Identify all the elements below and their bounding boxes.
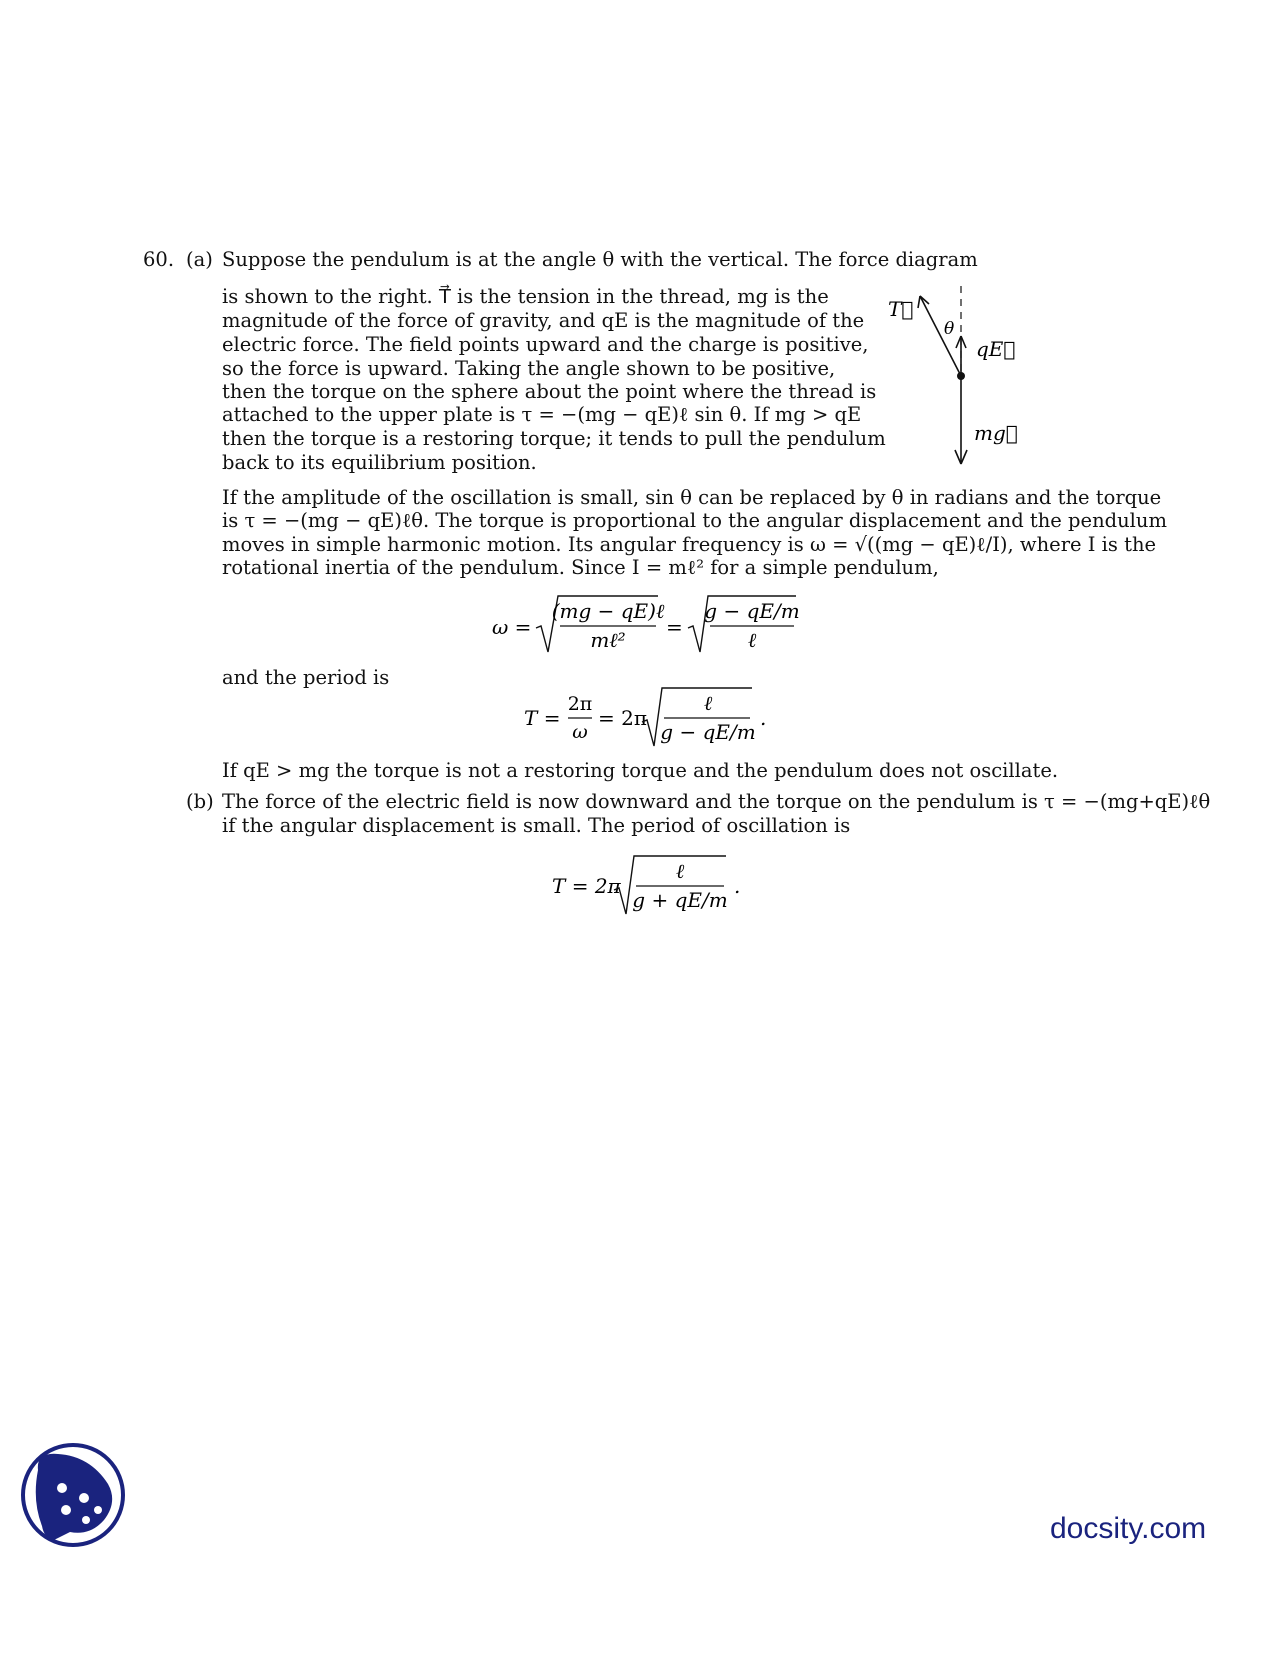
period-numerator: ℓ — [703, 691, 713, 715]
omega-numerator-2: g − qE/m — [704, 599, 800, 623]
problem-number: 60. — [143, 248, 175, 271]
paragraph-line: then the torque is a restoring torque; it tends to pull the pendulum — [222, 427, 886, 450]
equals-sign: = — [666, 615, 683, 639]
paragraph-line: back to its equilibrium position. — [222, 451, 537, 474]
period-b-end: . — [734, 874, 741, 898]
paragraph-line: magnitude of the force of gravity, and qE is the magnitude of the — [222, 309, 865, 332]
period-frac-num: 2π — [567, 693, 593, 715]
period-equation-b — [548, 852, 758, 920]
part-a-label: (a) — [186, 248, 213, 271]
paragraph-line: electric force. The field points upward and the charge is positive, — [222, 333, 869, 356]
omega-lhs: ω = — [492, 615, 532, 639]
paragraph-line: is shown to the right. T⃗ is the tension in the thread, mg is the — [222, 285, 829, 308]
docsity-logo-icon[interactable] — [18, 1440, 128, 1550]
period-mid: = 2π — [598, 706, 647, 730]
electric-force-label: qE⃗ — [976, 337, 1016, 361]
part-b-line: The force of the electric field is now downward and the torque on the pendulum is τ = −(mg+qE)ℓθ — [222, 790, 1211, 813]
paragraph-line: so the force is upward. Taking the angle shown to be positive, — [222, 357, 836, 380]
docsity-brand-link[interactable]: docsity.com — [1050, 1512, 1207, 1545]
angle-label: θ — [944, 319, 955, 339]
omega-numerator-1: (mg − qE)ℓ — [551, 599, 665, 623]
period-equation-a — [518, 684, 778, 752]
tension-vector — [920, 296, 961, 376]
omega-denominator-1: mℓ² — [590, 628, 626, 652]
conclusion: If qE > mg the torque is not a restoring torque and the pendulum does not oscillate. — [222, 759, 1059, 782]
omega-denominator-2: ℓ — [747, 628, 757, 652]
pendulum-sphere — [957, 372, 965, 380]
part-b-line: if the angular displacement is small. The period of oscillation is — [222, 814, 851, 837]
paragraph-line: attached to the upper plate is τ = −(mg − qE)ℓ sin θ. If mg > qE — [222, 403, 862, 426]
paragraph-line: If the amplitude of the oscillation is small, sin θ can be replaced by θ in radians and the torque — [222, 486, 1162, 509]
paragraph-line: moves in simple harmonic motion. Its angular frequency is ω = √((mg − qE)ℓ/I), where I is the — [222, 533, 1157, 556]
tension-label: T⃗ — [888, 297, 914, 321]
period-end: . — [760, 706, 767, 730]
period-frac-den: ω — [572, 721, 588, 743]
period-intro: and the period is — [222, 666, 390, 689]
period-b-denominator: g + qE/m — [632, 888, 728, 912]
period-denominator: g − qE/m — [660, 720, 756, 744]
paragraph-line: is τ = −(mg − qE)ℓθ. The torque is proportional to the angular displacement and the pendulum — [222, 509, 1167, 532]
gravity-label: mg⃗ — [974, 421, 1018, 445]
period-b-numerator: ℓ — [675, 859, 685, 883]
period-b-lhs: T = 2π — [552, 874, 621, 898]
omega-equation — [480, 592, 810, 660]
force-diagram — [860, 278, 1050, 478]
paragraph-line: then the torque on the sphere about the point where the thread is — [222, 380, 877, 403]
part-a-intro: Suppose the pendulum is at the angle θ with the vertical. The force diagram — [222, 248, 978, 271]
paragraph-line: rotational inertia of the pendulum. Since I = mℓ² for a simple pendulum, — [222, 556, 939, 579]
part-b-label: (b) — [186, 790, 214, 813]
period-lhs: T = — [524, 706, 561, 730]
